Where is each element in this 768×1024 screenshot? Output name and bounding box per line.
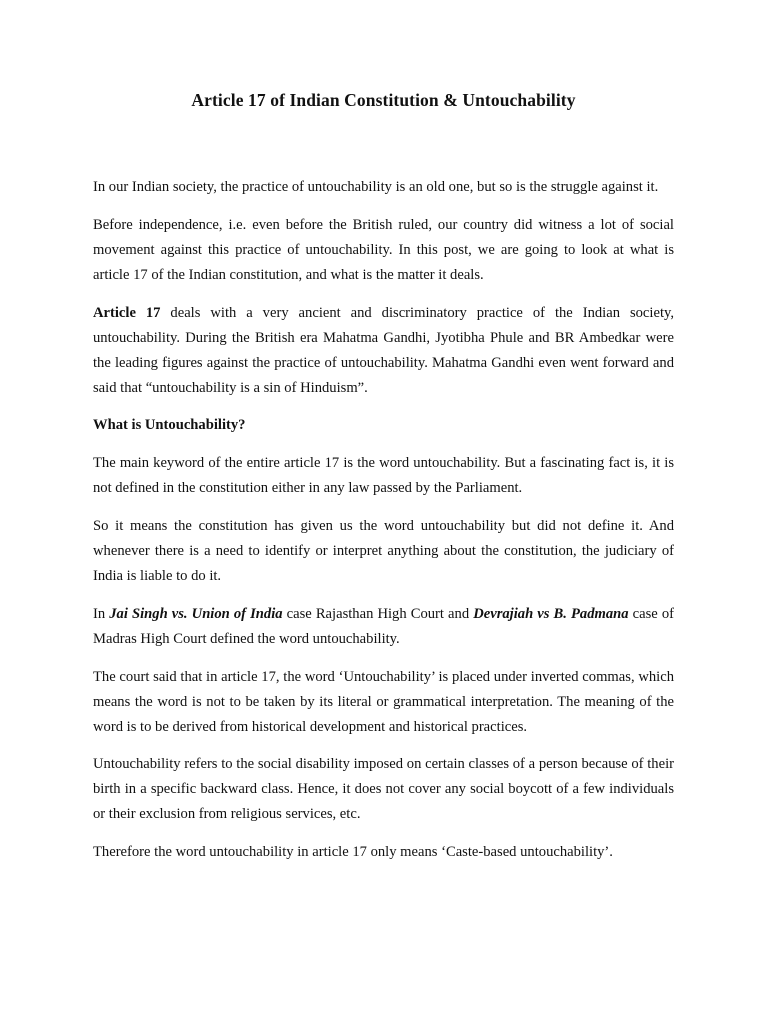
paragraph-intro: In our Indian society, the practice of untouchability is an old one, but so is the struggle against it.: [93, 179, 659, 195]
section-heading-what-is-untouchability: What is Untouchability?: [93, 417, 246, 434]
paragraph-cases: [93, 602, 674, 652]
document-page: [93, 88, 674, 878]
document-body: [93, 175, 674, 865]
cases-text-3: case of Madras High Court defined the word untouchability.: [93, 605, 674, 647]
case-name-devrajiah: Devrajiah vs B. Padmana: [473, 605, 629, 622]
paragraph-before-independence: Before independence, i.e. even before the British ruled, our country did witness a lot of social movement against this practice of untouchability. In this post, we are going to look at what is article 17 of the Indian constitution, and what is the matter it deals.: [93, 216, 674, 283]
paragraph-social-disability: Untouchability refers to the social disability imposed on certain classes of a person because of their birth in a specific backward class. Hence, it does not cover any social boycott of a few individuals or their exclusion from religious services, etc.: [93, 756, 674, 823]
paragraph-conclusion: Therefore the word untouchability in article 17 only means ‘Caste-based untouchability’.: [93, 844, 613, 861]
article-17-text: deals with a very ancient and discriminatory practice of the Indian society, untouchability. During the British era Mahatma Gandhi, Jyotibha Phule and BR Ambedkar were the leading figures against the practice of untouchability. Mahatma Gandhi even went forward and said that “untouchability is a sin of Hinduism”.: [93, 304, 674, 396]
paragraph-main-keyword: The main keyword of the entire article 17 is the word untouchability. But a fascinating fact is, it is not defined in the constitution either in any law passed by the Parliament.: [93, 455, 674, 497]
paragraph-inverted-commas: The court said that in article 17, the word ‘Untouchability’ is placed under inverted commas, which means the word is not to be taken by its literal or grammatical interpretation. The meaning of the word is to be derived from historical development and historical practices.: [93, 668, 674, 735]
document-title: Article 17 of Indian Constitution & Untouchability: [191, 90, 576, 110]
cases-text-1: In: [93, 605, 110, 622]
cases-text-2: case Rajasthan High Court and: [282, 605, 474, 622]
paragraph-judiciary: So it means the constitution has given us the word untouchability but did not define it. And whenever there is a need to identify or interpret anything about the constitution, the judiciary of India is liable to do it.: [93, 517, 674, 584]
article-17-bold-term: Article 17: [93, 304, 161, 321]
case-name-jai-singh: Jai Singh vs. Union of India: [109, 605, 283, 622]
paragraph-article-17: [93, 301, 674, 401]
